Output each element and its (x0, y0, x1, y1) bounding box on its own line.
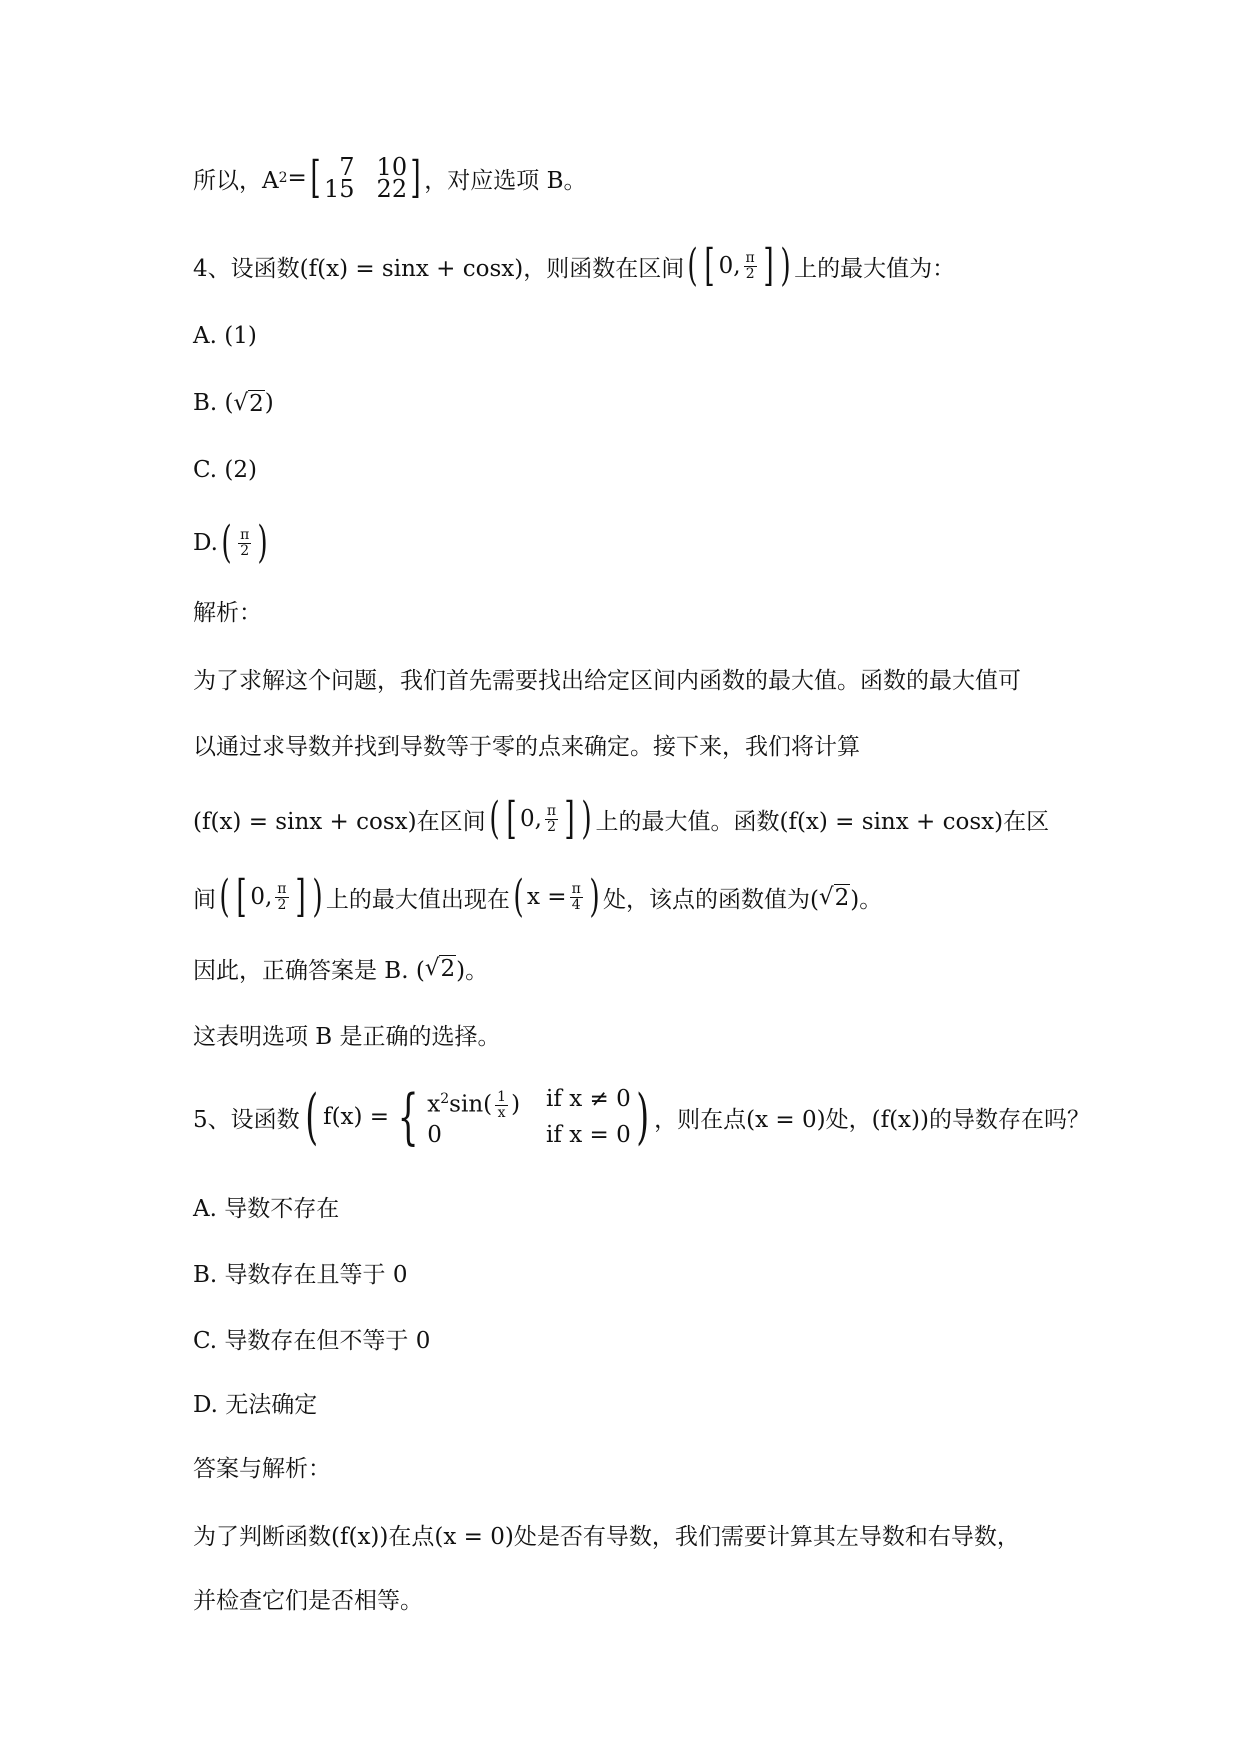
text: 上的最大值。函数(f(x) = sinx + cosx)在区 (595, 808, 1050, 835)
paren: ) (780, 240, 791, 291)
numerator: π (240, 526, 250, 543)
paren: ) (257, 517, 269, 568)
paren: ) (589, 871, 600, 922)
option-d (193, 517, 271, 568)
paren: ) (312, 871, 323, 922)
bracket: [ (310, 152, 321, 203)
text: x (427, 1091, 441, 1118)
fraction (744, 251, 757, 282)
exponent: 2 (278, 170, 288, 186)
text: 0, (519, 806, 542, 832)
option-c (193, 450, 257, 490)
text: C. 导数存在但不等于 0 (193, 1327, 431, 1354)
text: C. (2) (193, 457, 257, 483)
paragraph (193, 1014, 501, 1054)
numerator: π (745, 249, 755, 266)
text: 所以，A (193, 167, 279, 194)
text: sin (449, 1091, 484, 1118)
text: 0, (718, 253, 741, 279)
text: 间 (193, 886, 216, 913)
text: (f(x) = sinx + cosx)在区间 (193, 808, 486, 835)
text: )。 (456, 957, 489, 984)
question-5 (193, 1082, 1090, 1152)
option-b (193, 1252, 407, 1292)
paragraph (193, 793, 1050, 844)
denominator: 2 (277, 896, 287, 913)
text: 并检查它们是否相等。 (193, 1587, 423, 1614)
fraction (238, 528, 251, 559)
text: ，对应选项 B。 (424, 167, 587, 194)
radicand: 2 (834, 884, 850, 911)
question-4 (193, 240, 956, 291)
paren: ( (513, 871, 524, 922)
text: 为了求解这个问题，我们首先需要找出给定区间内函数的最大值。函数的最大值可 (193, 667, 1021, 694)
matrix-cell: 22 (376, 175, 408, 203)
paragraph: 间 ( [ 0, $\frac{\pi}{2}$ ] ) 上的最大值出现在 ( x = $\frac{\pi}{4}$ ) 处，该点的函数值为( √ 2 )。 (193, 871, 883, 922)
text: 答案与解析： (193, 1455, 331, 1482)
text: D. (193, 530, 218, 556)
bracket: [ (704, 240, 716, 291)
condition-1: if x ≠ 0 (546, 1085, 631, 1112)
text: ) (264, 390, 274, 416)
bracket: ] (410, 152, 421, 203)
paren: ( (489, 793, 500, 844)
matrix-conclusion-line (193, 152, 587, 203)
text: D. 无法确定 (193, 1391, 318, 1418)
paren: ( (219, 871, 230, 922)
text: 解析： (193, 599, 262, 626)
bracket: [ (506, 793, 517, 844)
denominator: 2 (240, 542, 250, 559)
condition-2: if x = 0 (546, 1122, 631, 1149)
numerator: π (546, 802, 557, 819)
text: 上的最大值为： (794, 255, 956, 282)
paren: ( (687, 240, 698, 291)
paren: ) (581, 793, 593, 844)
bracket: [ (236, 871, 247, 922)
text: 因此，正确答案是 B. ( (193, 957, 425, 984)
option-b: B. ( √ 2 ) (193, 390, 274, 417)
text: )。 (850, 886, 883, 913)
text: 以通过求导数并找到导数等于零的点来确定。接下来，我们将计算 (193, 733, 860, 760)
radicand: 2 (440, 955, 456, 982)
matrix-cell: 15 (324, 175, 355, 203)
option-d (193, 1382, 317, 1422)
brace: { (397, 1082, 419, 1152)
bracket: ] (294, 871, 306, 922)
text: 0, (250, 884, 273, 910)
case-1: $x^2\sin$( $\frac{1}{x}$ ) (427, 1089, 521, 1122)
option-a (193, 316, 257, 356)
paragraph (193, 724, 860, 764)
text: f(x) = (323, 1104, 390, 1130)
paragraph: 因此，正确答案是 B. ( √ 2 )。 (193, 948, 488, 988)
numerator: π (277, 880, 287, 897)
radicand: 2 (249, 390, 264, 417)
denominator: 2 (547, 818, 556, 835)
numerator: 1 (497, 1089, 507, 1106)
text: 上的最大值出现在 (325, 886, 510, 913)
denominator: x (497, 1105, 506, 1122)
text: 这表明选项 B 是正确的选择。 (193, 1023, 501, 1050)
text: A. (1) (193, 323, 257, 349)
numerator: π (571, 880, 581, 897)
case-2: 0 (427, 1122, 442, 1149)
paren: ( (304, 1082, 318, 1152)
text: = (287, 165, 307, 191)
matrix-cell: 7 (339, 153, 355, 181)
text: 为了判断函数(f(x))在点(x = 0)处是否有导数，我们需要计算其左导数和右导数， (193, 1523, 1020, 1550)
denominator: 4 (571, 896, 581, 913)
text: 5、设函数 (193, 1106, 300, 1133)
paragraph (193, 1578, 423, 1618)
denominator: 2 (745, 265, 755, 282)
text: 4、设函数(f(x) = sinx + cosx)，则函数在区间 (193, 255, 685, 282)
bracket: ] (564, 793, 575, 844)
paragraph (193, 1514, 1020, 1554)
text: B. 导数存在且等于 0 (193, 1261, 408, 1288)
text: 处，该点的函数值为( (602, 886, 819, 913)
text: x = (527, 884, 567, 910)
paragraph (193, 658, 1021, 698)
text: B. ( (193, 390, 234, 416)
answer-label (193, 1446, 331, 1486)
paren: ( (221, 517, 232, 568)
text: A. 导数不存在 (193, 1195, 340, 1222)
option-c (193, 1318, 430, 1358)
option-a (193, 1186, 339, 1226)
exponent: 2 (440, 1090, 450, 1107)
text: ，则在点(x = 0)处，(f(x))的导数存在吗？ (654, 1106, 1090, 1133)
fraction (275, 882, 288, 913)
matrix (324, 153, 408, 203)
bracket: ] (763, 240, 774, 291)
matrix-cell: 10 (376, 153, 408, 181)
fraction (495, 1090, 508, 1121)
piecewise-cases (427, 1085, 630, 1149)
fraction (545, 804, 558, 835)
fraction (570, 882, 583, 913)
analysis-label (193, 590, 262, 630)
paren: ) (636, 1082, 649, 1152)
